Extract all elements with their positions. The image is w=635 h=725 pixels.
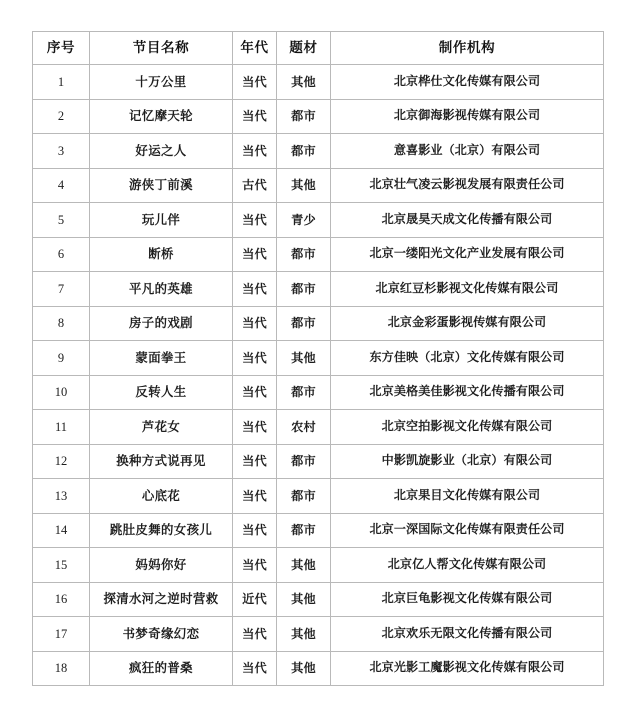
cell-genre: 都市 bbox=[277, 479, 331, 514]
cell-studio: 中影凯旋影业（北京）有限公司 bbox=[331, 444, 604, 479]
cell-genre: 都市 bbox=[277, 306, 331, 341]
table-row bbox=[33, 341, 604, 376]
table-row bbox=[33, 548, 604, 583]
cell-index: 5 bbox=[33, 203, 90, 238]
cell-era: 当代 bbox=[233, 410, 277, 445]
cell-index: 18 bbox=[33, 651, 90, 686]
cell-genre: 都市 bbox=[277, 99, 331, 134]
cell-studio: 北京红豆杉影视文化传媒有限公司 bbox=[331, 272, 604, 307]
cell-genre: 其他 bbox=[277, 617, 331, 652]
cell-era: 当代 bbox=[233, 513, 277, 548]
table-row bbox=[33, 651, 604, 686]
cell-index: 2 bbox=[33, 99, 90, 134]
cell-name: 平凡的英雄 bbox=[90, 272, 233, 307]
cell-studio: 北京御海影视传媒有限公司 bbox=[331, 99, 604, 134]
cell-studio: 北京壮气凌云影视发展有限责任公司 bbox=[331, 168, 604, 203]
cell-genre: 其他 bbox=[277, 548, 331, 583]
cell-index: 4 bbox=[33, 168, 90, 203]
cell-era: 当代 bbox=[233, 203, 277, 238]
cell-studio: 北京桦仕文化传媒有限公司 bbox=[331, 65, 604, 100]
cell-genre: 都市 bbox=[277, 134, 331, 169]
cell-index: 14 bbox=[33, 513, 90, 548]
cell-index: 7 bbox=[33, 272, 90, 307]
table-row bbox=[33, 65, 604, 100]
cell-era: 当代 bbox=[233, 548, 277, 583]
cell-index: 1 bbox=[33, 65, 90, 100]
cell-genre: 其他 bbox=[277, 168, 331, 203]
cell-era: 当代 bbox=[233, 306, 277, 341]
table-row bbox=[33, 410, 604, 445]
cell-studio: 北京空拍影视文化传媒有限公司 bbox=[331, 410, 604, 445]
cell-era: 当代 bbox=[233, 479, 277, 514]
cell-era: 当代 bbox=[233, 375, 277, 410]
table-row bbox=[33, 203, 604, 238]
cell-name: 跳肚皮舞的女孩儿 bbox=[90, 513, 233, 548]
table-row bbox=[33, 582, 604, 617]
table-row bbox=[33, 99, 604, 134]
cell-era: 近代 bbox=[233, 582, 277, 617]
cell-index: 13 bbox=[33, 479, 90, 514]
table-body bbox=[33, 65, 604, 686]
cell-era: 当代 bbox=[233, 444, 277, 479]
table-row bbox=[33, 444, 604, 479]
cell-era: 当代 bbox=[233, 272, 277, 307]
cell-index: 16 bbox=[33, 582, 90, 617]
cell-name: 蒙面拳王 bbox=[90, 341, 233, 376]
cell-studio: 北京光影工魔影视文化传媒有限公司 bbox=[331, 651, 604, 686]
cell-era: 当代 bbox=[233, 134, 277, 169]
cell-name: 书梦奇缘幻恋 bbox=[90, 617, 233, 652]
program-registration-table-wrapper bbox=[32, 31, 603, 686]
cell-studio: 北京欢乐无限文化传播有限公司 bbox=[331, 617, 604, 652]
cell-genre: 青少 bbox=[277, 203, 331, 238]
table-row bbox=[33, 617, 604, 652]
cell-studio: 意喜影业（北京）有限公司 bbox=[331, 134, 604, 169]
cell-genre: 都市 bbox=[277, 375, 331, 410]
column-header-era: 年代 bbox=[233, 32, 277, 65]
cell-index: 12 bbox=[33, 444, 90, 479]
column-header-studio: 制作机构 bbox=[331, 32, 604, 65]
cell-name: 玩儿伴 bbox=[90, 203, 233, 238]
cell-era: 古代 bbox=[233, 168, 277, 203]
cell-name: 心底花 bbox=[90, 479, 233, 514]
cell-index: 11 bbox=[33, 410, 90, 445]
cell-name: 妈妈你好 bbox=[90, 548, 233, 583]
cell-era: 当代 bbox=[233, 65, 277, 100]
cell-genre: 其他 bbox=[277, 65, 331, 100]
cell-genre: 其他 bbox=[277, 651, 331, 686]
cell-index: 10 bbox=[33, 375, 90, 410]
column-header-name: 节目名称 bbox=[90, 32, 233, 65]
table-row bbox=[33, 168, 604, 203]
cell-index: 15 bbox=[33, 548, 90, 583]
cell-index: 6 bbox=[33, 237, 90, 272]
column-header-genre: 题材 bbox=[277, 32, 331, 65]
cell-name: 游侠丁前溪 bbox=[90, 168, 233, 203]
program-registration-table bbox=[32, 31, 604, 686]
cell-studio: 东方佳映（北京）文化传媒有限公司 bbox=[331, 341, 604, 376]
cell-genre: 其他 bbox=[277, 582, 331, 617]
cell-era: 当代 bbox=[233, 341, 277, 376]
cell-era: 当代 bbox=[233, 651, 277, 686]
cell-studio: 北京晟昊天成文化传播有限公司 bbox=[331, 203, 604, 238]
cell-index: 17 bbox=[33, 617, 90, 652]
cell-genre: 都市 bbox=[277, 513, 331, 548]
cell-genre: 都市 bbox=[277, 272, 331, 307]
cell-studio: 北京美格美佳影视文化传播有限公司 bbox=[331, 375, 604, 410]
table-row bbox=[33, 237, 604, 272]
cell-name: 疯狂的普桑 bbox=[90, 651, 233, 686]
cell-name: 断桥 bbox=[90, 237, 233, 272]
table-row bbox=[33, 479, 604, 514]
cell-era: 当代 bbox=[233, 99, 277, 134]
cell-name: 好运之人 bbox=[90, 134, 233, 169]
cell-name: 探清水河之逆时营救 bbox=[90, 582, 233, 617]
cell-studio: 北京一缕阳光文化产业发展有限公司 bbox=[331, 237, 604, 272]
column-header-index: 序号 bbox=[33, 32, 90, 65]
cell-name: 十万公里 bbox=[90, 65, 233, 100]
cell-studio: 北京果目文化传媒有限公司 bbox=[331, 479, 604, 514]
cell-studio: 北京巨龟影视文化传媒有限公司 bbox=[331, 582, 604, 617]
cell-index: 8 bbox=[33, 306, 90, 341]
table-header bbox=[33, 32, 604, 65]
cell-studio: 北京亿人帮文化传媒有限公司 bbox=[331, 548, 604, 583]
cell-index: 3 bbox=[33, 134, 90, 169]
table-row bbox=[33, 134, 604, 169]
cell-studio: 北京一深国际文化传媒有限责任公司 bbox=[331, 513, 604, 548]
table-row bbox=[33, 272, 604, 307]
cell-name: 记忆摩天轮 bbox=[90, 99, 233, 134]
cell-genre: 其他 bbox=[277, 341, 331, 376]
table-row bbox=[33, 375, 604, 410]
cell-studio: 北京金彩蛋影视传媒有限公司 bbox=[331, 306, 604, 341]
cell-genre: 农村 bbox=[277, 410, 331, 445]
cell-name: 反转人生 bbox=[90, 375, 233, 410]
table-row bbox=[33, 513, 604, 548]
cell-name: 换种方式说再见 bbox=[90, 444, 233, 479]
cell-era: 当代 bbox=[233, 617, 277, 652]
cell-name: 房子的戏剧 bbox=[90, 306, 233, 341]
cell-genre: 都市 bbox=[277, 444, 331, 479]
table-header-row bbox=[33, 32, 604, 65]
table-row bbox=[33, 306, 604, 341]
cell-index: 9 bbox=[33, 341, 90, 376]
cell-era: 当代 bbox=[233, 237, 277, 272]
cell-genre: 都市 bbox=[277, 237, 331, 272]
cell-name: 芦花女 bbox=[90, 410, 233, 445]
